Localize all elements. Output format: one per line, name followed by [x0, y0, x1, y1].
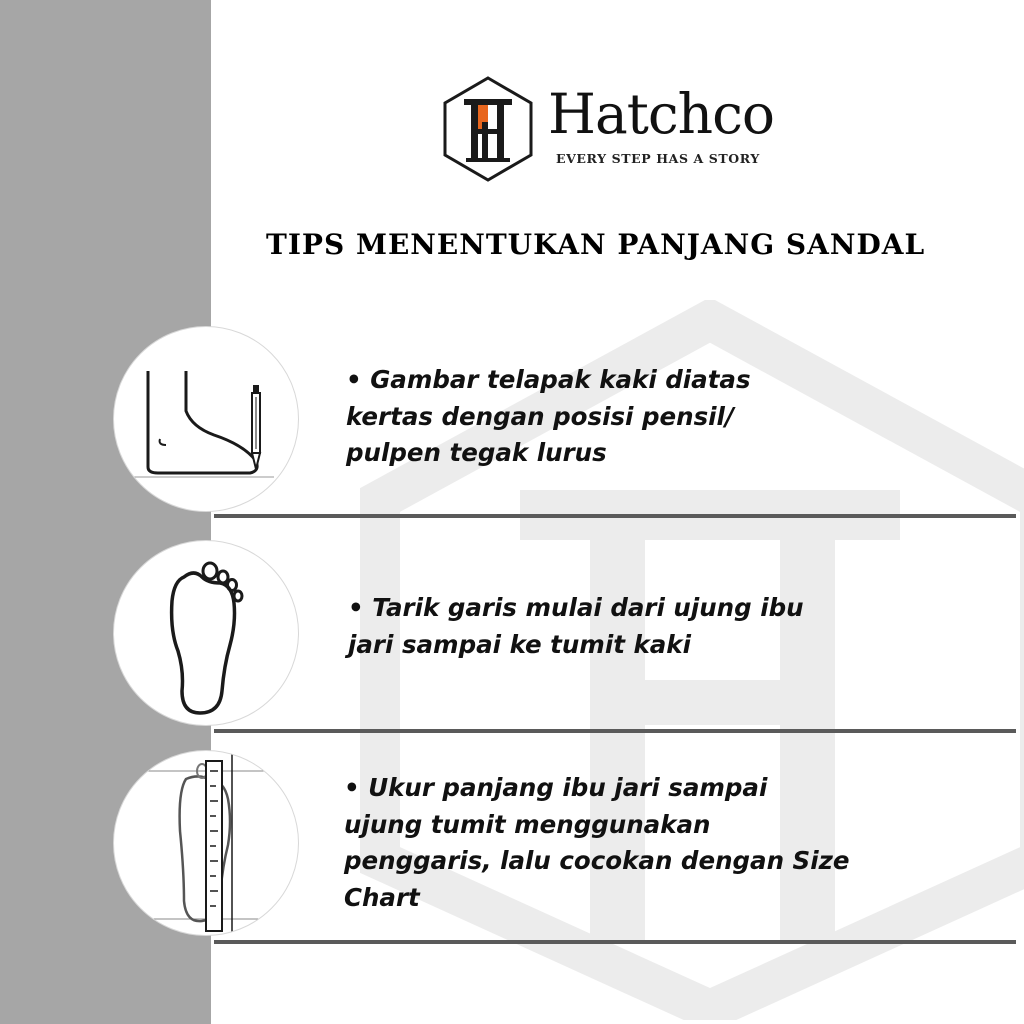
tip-1-line-2: kertas dengan posisi pensil/: [346, 401, 734, 431]
tip-3-line-2: ujung tumit menggunakan: [344, 809, 711, 839]
tip-1-line-1: • Gambar telapak kaki diatas: [346, 365, 751, 394]
tip-3-text: [344, 770, 864, 916]
tip-3-line-3: penggaris, lalu cocokan dengan Size: [344, 846, 850, 875]
tip-2-text: [348, 590, 828, 663]
brand-tagline: EVERY STEP HAS A STORY: [556, 151, 760, 166]
divider-2: [214, 729, 1016, 733]
tip-2-line-1: • Tarik garis mulai dari ujung ibu: [348, 593, 804, 622]
tip-3-line-4: Chart: [344, 882, 420, 912]
hatchco-logo-icon: [442, 76, 534, 182]
tip-1-text: [346, 362, 766, 472]
tip-3-illustration: [113, 750, 299, 936]
tip-1-line-3: pulpen tegak lurus: [346, 438, 607, 467]
brand-name: Hatchco: [548, 82, 774, 146]
tip-1-illustration: [113, 326, 299, 512]
foot-sole-outline-icon: [114, 541, 298, 725]
divider-1: [214, 514, 1016, 518]
brand-logo: [442, 76, 802, 184]
divider-3: [214, 940, 1016, 944]
foot-side-pencil-icon: [114, 327, 298, 511]
tip-3-line-1: • Ukur panjang ibu jari sampai: [344, 773, 768, 802]
tip-2-illustration: [113, 540, 299, 726]
foot-ruler-icon: [114, 751, 298, 935]
page-title: TIPS MENENTUKAN PANJANG SANDAL: [266, 228, 926, 261]
tip-2-line-2: jari sampai ke tumit kaki: [348, 629, 691, 659]
